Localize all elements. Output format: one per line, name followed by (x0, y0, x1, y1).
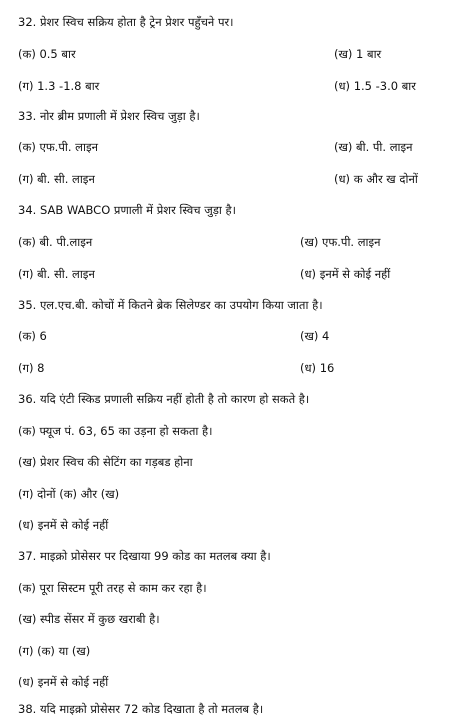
question-36: 36. यदि एंटी स्किड प्रणाली सक्रिय नहीं होती है तो कारण हो सकते है। (18, 392, 310, 406)
q35-option-dha: (ध) 16 (300, 361, 335, 375)
q33-option-ga: (ग) बी. सी. लाइन (18, 172, 95, 186)
q35-option-ga: (ग) 8 (18, 361, 45, 375)
q37-option-kha: (ख) स्पीड सेंसर में कुछ खराबी है। (18, 612, 160, 626)
q36-option-dha: (ध) इनमें से कोई नहीं (18, 518, 109, 532)
question-35: 35. एल.एच.बी. कोचों में कितने ब्रेक सिलेण्डर का उपयोग किया जाता है। (18, 298, 323, 312)
q37-option-ga: (ग) (क) या (ख) (18, 644, 91, 658)
question-37: 37. माइक्रो प्रोसेसर पर दिखाया 99 कोड का मतलब क्या है। (18, 549, 271, 563)
q36-option-ka: (क) फ्यूज पं. 63, 65 का उड़ना हो सकता है। (18, 424, 213, 438)
question-34: 34. SAB WABCO प्रणाली में प्रेशर स्विच जुड़ा है। (18, 203, 237, 217)
q32-option-dha: (ध) 1.5 -3.0 बार (334, 79, 416, 93)
q33-option-dha: (ध) क और ख दोनों (334, 172, 418, 186)
q37-option-dha: (ध) इनमें से कोई नहीं (18, 675, 109, 689)
q34-option-ga: (ग) बी. सी. लाइन (18, 267, 95, 281)
q34-option-kha: (ख) एफ.पी. लाइन (300, 235, 381, 249)
q34-option-ka: (क) बी. पी.लाइन (18, 235, 93, 249)
q36-option-ga: (ग) दोनों (क) और (ख) (18, 487, 120, 501)
q37-option-ka: (क) पूरा सिस्टम पूरी तरह से काम कर रहा है। (18, 581, 207, 595)
question-33: 33. नोर ब्रीम प्रणाली में प्रेशर स्विच जुड़ा है। (18, 109, 200, 123)
q33-option-kha: (ख) बी. पी. लाइन (334, 140, 413, 154)
question-38: 38. यदि माइक्रो प्रोसेसर 72 कोड दिखाता है तो मतलब है। (18, 702, 264, 716)
question-32: 32. प्रेशर स्विच सक्रिय होता है ट्रेन प्रेशर पहुँचने पर। (18, 15, 234, 29)
q32-option-ka: (क) 0.5 बार (18, 47, 76, 61)
q35-option-ka: (क) 6 (18, 329, 47, 343)
q34-option-dha: (ध) इनमें से कोई नहीं (300, 267, 391, 281)
q33-option-ka: (क) एफ.पी. लाइन (18, 140, 98, 154)
q32-option-kha: (ख) 1 बार (334, 47, 382, 61)
q36-option-kha: (ख) प्रेशर स्विच की सेटिंग का गड़बड होना (18, 455, 193, 469)
q35-option-kha: (ख) 4 (300, 329, 330, 343)
q32-option-ga: (ग) 1.3 -1.8 बार (18, 79, 100, 93)
